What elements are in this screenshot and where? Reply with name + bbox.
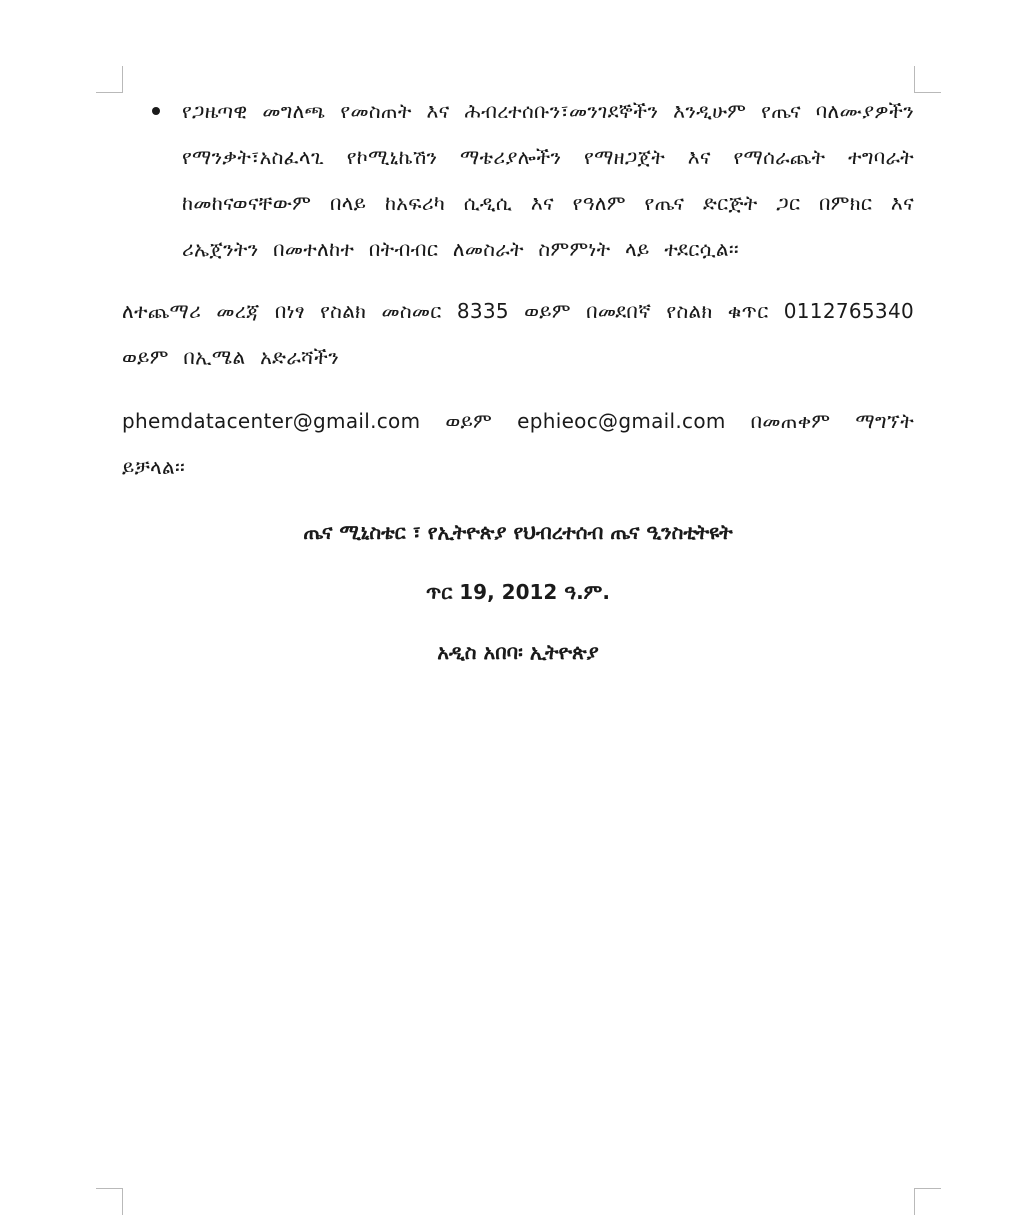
bullet-text: የጋዜጣዊ መግለጫ የመስጠት እና ሕብረተሰቡን፣መንገደኞችን እንዲሁም የጤና ባለሙያዎችን የማንቃት፣አስፈላጊ የኮሚኒኬሽን ማቴሪያሎችን የማዘጋጀት እና የማሰራጨት ተግባራት ከመከናወናቸውም በላይ ከአፍሪካ ሲዲሲ እና የዓለም የጤና ድርጅት ጋር በምክር እና ሪኤጀንትን በመተለከተ በትብብር ለመስራት ስምምነት ላይ ተደርሷል፡፡	[182, 99, 914, 261]
margin-mark-bottom-right	[914, 1188, 941, 1215]
margin-mark-top-right	[914, 66, 941, 93]
bullet-icon	[152, 107, 160, 115]
document-body	[122, 88, 914, 666]
signature-date: ጥር 19, 2012 ዓ.ም.	[426, 580, 610, 604]
bullet-list-item	[122, 88, 914, 272]
signature-organization: ጤና ሚኒስቴር ፣ የኢትዮጵያ የህብረተሰብ ጤና ዒንስቲትዩት	[303, 520, 733, 544]
margin-mark-top-left	[96, 66, 123, 93]
signature-location: አዲስ አበባ፡ ኢትዮጵያ	[437, 640, 599, 664]
margin-mark-bottom-left	[96, 1188, 123, 1215]
contact-paragraph: ለተጨማሪ መረጃ በነፃ የስልክ መስመር 8335 ወይም በመደበኛ የስልክ ቁጥር 0112765340 ወይም በኢሜል አድራሻችን	[122, 299, 914, 369]
email-paragraph: phemdatacenter@gmail.com ወይም ephieoc@gmail.com በመጠቀም ማግኘት ይቻላል፡፡	[122, 409, 914, 479]
